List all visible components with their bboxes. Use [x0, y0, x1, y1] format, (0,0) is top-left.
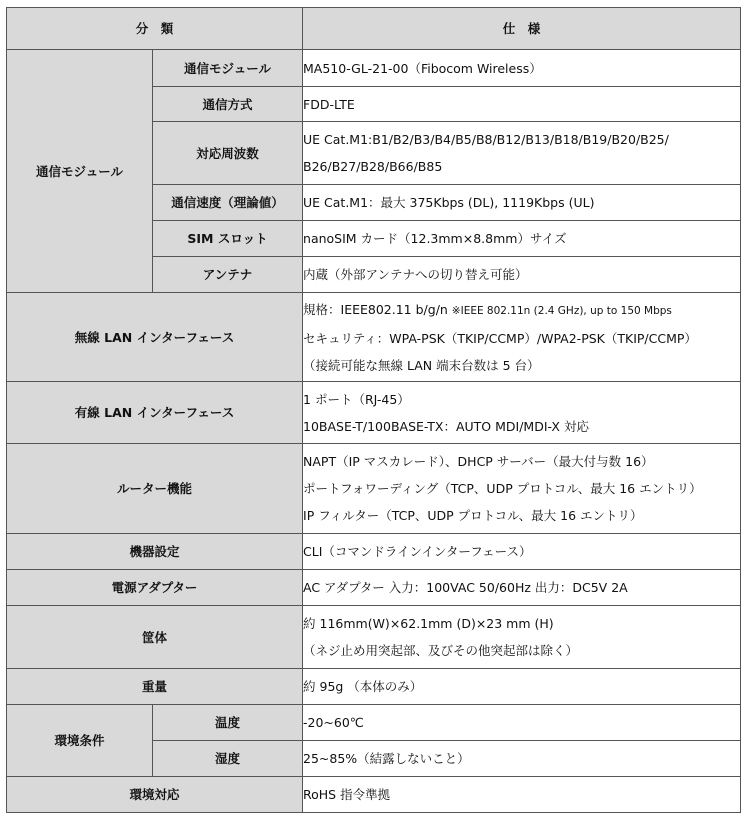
table-row — [7, 534, 741, 570]
device-settings-label: 機器設定 — [7, 534, 303, 570]
row-value: 内蔵（外部アンテナへの切り替え可能） — [303, 257, 741, 293]
housing-value: 約 116mm(W)×62.1mm (D)×23 mm (H) （ネジ止め用突起部、及びその他突起部は除く） — [303, 606, 741, 669]
spec-table — [6, 7, 741, 813]
header-row — [7, 8, 741, 50]
row-value: FDD-LTE — [303, 87, 741, 122]
row-value: UE Cat.M1:B1/B2/B3/B4/B5/B8/B12/B13/B18/B19/B20/B25/ B26/B27/B28/B66/B85 — [303, 122, 741, 185]
row-label: 通信モジュール — [153, 50, 303, 87]
comm-module-group-label: 通信モジュール — [7, 50, 153, 293]
power-value: AC アダプター 入力：100VAC 50/60Hz 出力：DC5V 2A — [303, 570, 741, 606]
header-category: 分 類 — [7, 8, 303, 50]
housing-label: 筐体 — [7, 606, 303, 669]
header-spec: 仕 様 — [303, 8, 741, 50]
table-row — [7, 570, 741, 606]
row-label: 通信方式 — [153, 87, 303, 122]
router-label: ルーター機能 — [7, 444, 303, 534]
row-label: 通信速度（理論値） — [153, 185, 303, 221]
wired-lan-value: 1 ポート（RJ-45） 10BASE-T/100BASE-TX：AUTO MDI/MDI-X 対応 — [303, 382, 741, 444]
table-row — [7, 382, 741, 444]
wlan-value: 規格：IEEE802.11 b/g/n ※IEEE 802.11n (2.4 GHz), up to 150 Mbps セキュリティ：WPA-PSK（TKIP/CCMP）/WPA2-PSK（TKIP/CCMP） （接続可能な無線 LAN 端末台数は 5 台） — [303, 293, 741, 382]
compliance-label: 環境対応 — [7, 777, 303, 813]
environment-group-label: 環境条件 — [7, 705, 153, 777]
row-label: 対応周波数 — [153, 122, 303, 185]
row-label: 温度 — [153, 705, 303, 741]
row-value: UE Cat.M1：最大 375Kbps (DL), 1119Kbps (UL) — [303, 185, 741, 221]
power-label: 電源アダプター — [7, 570, 303, 606]
table-row — [7, 777, 741, 813]
table-row — [7, 606, 741, 669]
weight-label: 重量 — [7, 669, 303, 705]
table-row — [7, 50, 741, 87]
table-row — [7, 293, 741, 382]
table-row — [7, 669, 741, 705]
table-row — [7, 444, 741, 534]
row-label: SIM スロット — [153, 221, 303, 257]
row-value: 25~85%（結露しないこと） — [303, 741, 741, 777]
device-settings-value: CLI（コマンドラインインターフェース） — [303, 534, 741, 570]
row-value: nanoSIM カード（12.3mm×8.8mm）サイズ — [303, 221, 741, 257]
row-label: アンテナ — [153, 257, 303, 293]
weight-value: 約 95g （本体のみ） — [303, 669, 741, 705]
compliance-value: RoHS 指令準拠 — [303, 777, 741, 813]
wlan-label: 無線 LAN インターフェース — [7, 293, 303, 382]
wired-lan-label: 有線 LAN インターフェース — [7, 382, 303, 444]
row-value: -20~60℃ — [303, 705, 741, 741]
row-value: MA510-GL-21-00（Fibocom Wireless） — [303, 50, 741, 87]
table-row — [7, 705, 741, 741]
router-value: NAPT（IP マスカレード）、DHCP サーバー（最大付与数 16） ポートフォワーディング（TCP、UDP プロトコル、最大 16 エントリ） IP フィルター（TCP、UDP プロトコル、最大 16 エントリ） — [303, 444, 741, 534]
row-label: 湿度 — [153, 741, 303, 777]
